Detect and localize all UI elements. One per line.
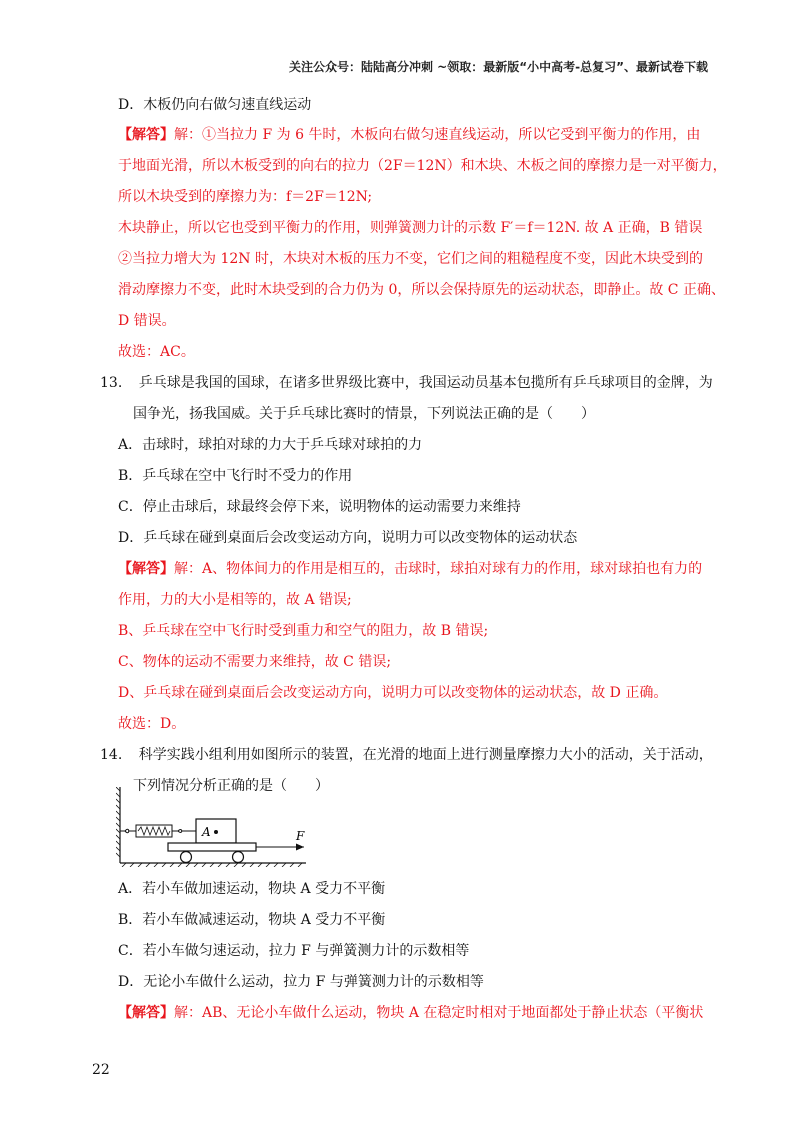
answer-conclusion: 故选：AC。	[118, 344, 195, 360]
block-center-dot	[214, 830, 218, 834]
question-14-stem: 14. 科学实践小组利用如图所示的装置，在光滑的地面上进行测量摩擦力大小的活动，关于活动，	[100, 747, 713, 763]
page-header: 关注公众号：陆陆高分冲刺 ~领取：最新版“小中高考-总复习”、最新试卷下载	[289, 60, 708, 74]
answer-line: D、乒乓球在碰到桌面后会改变运动方向，说明力可以改变物体的运动状态，故 D 正确。	[118, 685, 668, 701]
answer-conclusion: 故选：D。	[118, 716, 186, 732]
answer-label: 【解答】	[118, 127, 174, 143]
answer-line: 所以木块受到的摩擦力为：f＝2F＝12N;	[118, 189, 373, 205]
option-d: D．无论小车做什么运动，拉力 F 与弹簧测力计的示数相等	[118, 974, 484, 990]
option-b: B．若小车做减速运动，物块 A 受力不平衡	[118, 912, 386, 928]
answer-line: 【解答】解：①当拉力 F 为 6 牛时，木板向右做匀速直线运动，所以它受到平衡力的作用，由	[118, 127, 701, 143]
cart-board	[168, 843, 256, 851]
answer-line: C、物体的运动不需要力来维持，故 C 错误;	[118, 654, 392, 670]
answer-label: 【解答】	[118, 561, 174, 577]
option-d: D．木板仍向右做匀速直线运动	[118, 97, 312, 113]
answer-line: 【解答】解：AB、无论小车做什么运动，物块 A 在稳定时相对于地面都处于静止状态（平衡状	[118, 1005, 704, 1021]
question-13-stem: 13. 乒乓球是我国的国球，在诸多世界级比赛中，我国运动员基本包揽所有乒乓球项目的金牌，为	[100, 375, 713, 391]
question-stem-line: 国争光，扬我国威。关于乒乓球比赛时的情景，下列说法正确的是（ ）	[133, 406, 595, 422]
cart-spring-diagram	[116, 787, 326, 867]
option-b: B．乒乓球在空中飞行时不受力的作用	[118, 468, 353, 484]
answer-line: ②当拉力增大为 12N 时，木块对木板的压力不变，它们之间的粗糙程度不变，因此木块受到的	[118, 251, 703, 267]
answer-line: 于地面光滑，所以木板受到的向右的拉力（2F＝12N）和木块、木板之间的摩擦力是一对平衡力，	[118, 158, 727, 174]
cart-wheel	[181, 852, 192, 863]
answer-line: 作用，力的大小是相等的，故 A 错误;	[118, 592, 352, 608]
answer-line: 【解答】解：A、物体间力的作用是相互的，击球时，球拍对球有力的作用，球对球拍也有力的	[118, 561, 703, 577]
connector-hook	[172, 830, 196, 833]
force-label: F	[296, 829, 305, 843]
answer-line: B、乒乓球在空中飞行时受到重力和空气的阻力，故 B 错误;	[118, 623, 489, 639]
force-arrowhead	[296, 844, 304, 851]
answer-line: 滑动摩擦力不变，此时木块受到的合力仍为 0，所以会保持原先的运动状态，即静止。故 C 正确、	[118, 282, 725, 298]
question-stem-line: 下列情况分析正确的是（ ）	[133, 778, 329, 794]
block-label: A	[202, 825, 211, 839]
answer-label: 【解答】	[118, 1005, 174, 1021]
option-a: A．若小车做加速运动，物块 A 受力不平衡	[118, 881, 386, 897]
answer-line: D 错误。	[118, 313, 176, 329]
cart-wheel	[233, 852, 244, 863]
question-number: 14.	[100, 747, 123, 763]
question-number: 13.	[100, 375, 123, 391]
option-a: A．击球时，球拍对球的力大于乒乓球对球拍的力	[118, 437, 423, 453]
page-number: 22	[92, 1062, 110, 1078]
option-c: C．停止击球后，球最终会停下来，说明物体的运动需要力来维持	[118, 499, 521, 515]
option-c: C．若小车做匀速运动，拉力 F 与弹簧测力计的示数相等	[118, 943, 470, 959]
wall-hook	[120, 829, 129, 832]
option-d: D．乒乓球在碰到桌面后会改变运动方向，说明力可以改变物体的运动状态	[118, 530, 578, 546]
answer-line: 木块静止，所以它也受到平衡力的作用，则弹簧测力计的示数 F′＝f＝12N. 故 A 正确，B 错误	[118, 220, 703, 236]
